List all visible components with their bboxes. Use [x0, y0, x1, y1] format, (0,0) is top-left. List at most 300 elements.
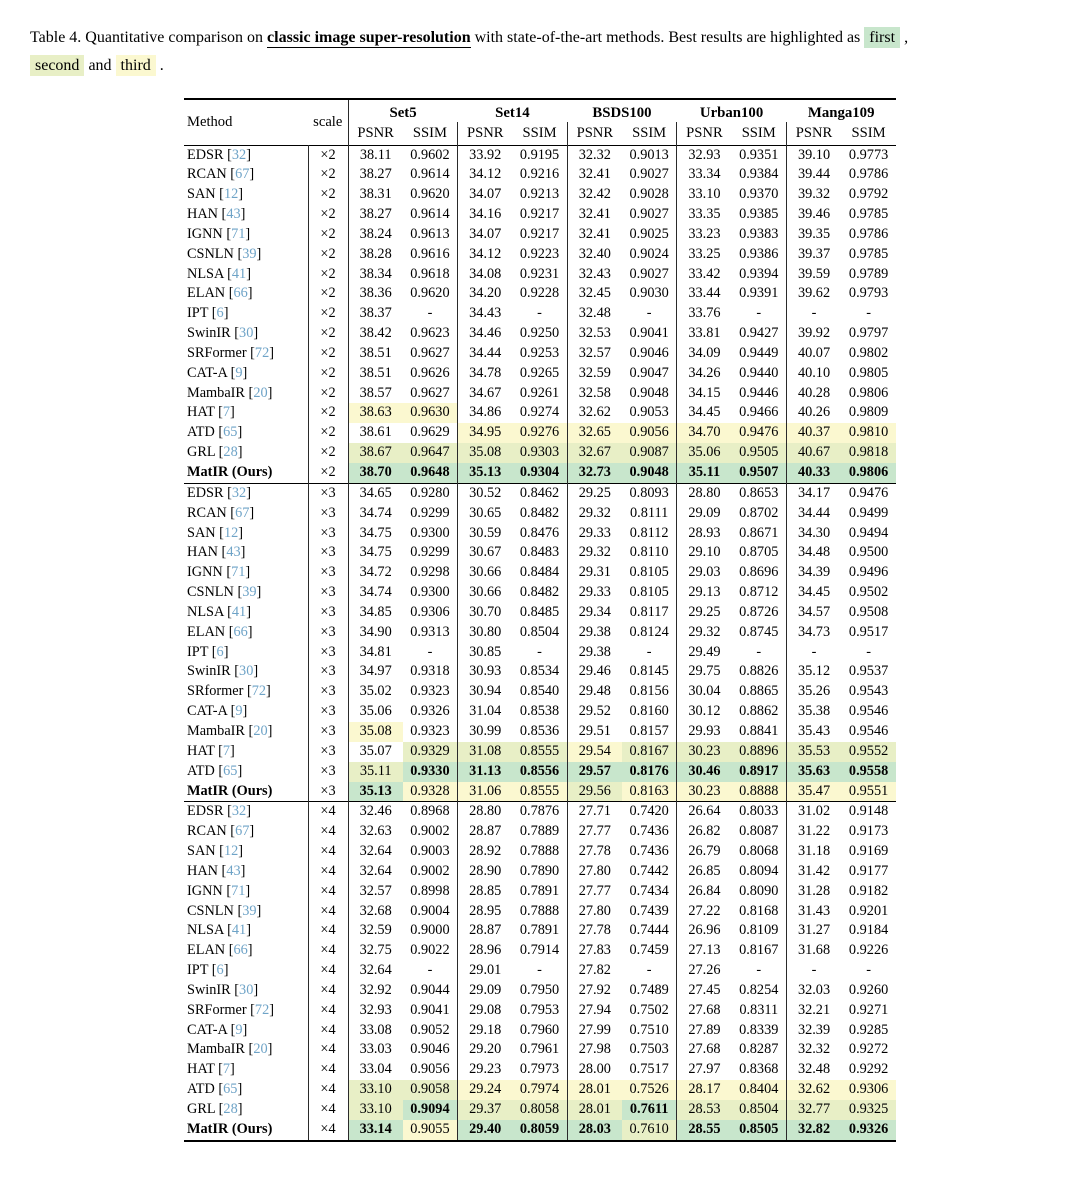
ssim-value: 0.9806 [841, 463, 896, 483]
psnr-value: 39.62 [786, 284, 841, 304]
ssim-value: 0.8311 [739, 1001, 779, 1018]
ssim-value: 0.7503 [629, 1041, 669, 1058]
psnr-value: 29.23 [458, 1060, 513, 1080]
ssim-value: 0.8705 [739, 544, 779, 561]
psnr-value: 34.45 [677, 403, 732, 423]
ssim-value: 0.9792 [848, 186, 889, 203]
ssim-value: 0.9280 [410, 484, 450, 501]
ssim-value: 0.8968 [410, 803, 450, 820]
scale-cell: ×2 [308, 225, 348, 245]
scale-cell: ×4 [308, 1040, 348, 1060]
psnr-value: 32.68 [359, 902, 392, 919]
ssim-value: 0.7489 [629, 981, 669, 998]
psnr-value: 34.20 [458, 284, 513, 304]
psnr-value: 33.10 [348, 1080, 403, 1100]
ssim-value: 0.9502 [848, 584, 889, 601]
method-cell: NLSA [41] [184, 921, 308, 941]
table-row [184, 921, 896, 941]
citation-number: 65 [223, 762, 238, 779]
psnr-value: 30.66 [458, 583, 513, 603]
col-subheader-ssim: SSIM [412, 124, 447, 141]
ssim-value: 0.9805 [848, 364, 889, 381]
results-table-container [184, 98, 896, 1142]
ssim-value: 0.8087 [739, 823, 779, 840]
table-row [184, 842, 896, 862]
table-row [184, 403, 896, 423]
scale-cell: ×2 [308, 443, 348, 463]
psnr-value: 30.94 [458, 682, 513, 702]
scale-cell: ×2 [308, 403, 348, 423]
ssim-value: 0.7914 [519, 942, 560, 959]
ssim-value: 0.8726 [739, 603, 779, 620]
table-row [184, 1060, 896, 1080]
psnr-value: 30.67 [458, 543, 513, 563]
ssim-value: 0.9476 [732, 423, 787, 443]
ssim-value: 0.9614 [410, 206, 450, 223]
ssim-value: 0.9546 [848, 703, 889, 720]
psnr-value: 30.99 [458, 722, 513, 742]
scale-cell: ×3 [308, 524, 348, 544]
ssim-value: 0.9053 [629, 404, 669, 421]
psnr-value: 32.41 [567, 205, 622, 225]
ssim-value: 0.9394 [739, 265, 779, 282]
psnr-value: 35.06 [677, 443, 732, 463]
citation-number: 67 [235, 823, 250, 840]
method-cell: RCAN [67] [184, 822, 308, 842]
psnr-value: 29.31 [567, 563, 622, 583]
ssim-value: 0.9508 [848, 603, 889, 620]
ssim-value: 0.7890 [519, 862, 560, 879]
citation-number: 39 [242, 902, 257, 919]
ssim-value: 0.8476 [519, 524, 560, 541]
method-cell: GRL [28] [184, 443, 308, 463]
citation-number: 65 [223, 424, 238, 441]
psnr-value: 32.40 [567, 245, 622, 265]
psnr-value: 38.57 [359, 384, 392, 401]
caption-and: and [84, 57, 116, 74]
method-cell: ATD [65] [184, 762, 308, 782]
ssim-value: 0.9323 [410, 722, 450, 739]
ssim-value: 0.9383 [739, 225, 779, 242]
ssim-value: 0.9052 [410, 1021, 450, 1038]
ssim-value: 0.9024 [629, 245, 669, 262]
method-cell: RCAN [67] [184, 165, 308, 185]
psnr-value: 27.26 [677, 961, 732, 981]
scale-cell: ×2 [308, 265, 348, 285]
ssim-value: 0.9323 [410, 683, 450, 700]
psnr-value: 32.63 [359, 823, 392, 840]
scale-cell: ×2 [308, 205, 348, 225]
table-row [184, 662, 896, 682]
ssim-value: - [866, 305, 871, 322]
caption-comma: , [900, 29, 909, 46]
method-cell: MambaIR [20] [184, 722, 308, 742]
citation-number: 20 [253, 1041, 268, 1058]
psnr-value: 27.45 [677, 981, 732, 1001]
citation-number: 41 [231, 922, 247, 939]
ssim-value: 0.9620 [410, 186, 450, 203]
ssim-value: - [427, 305, 433, 322]
psnr-value: 29.56 [567, 782, 622, 802]
method-cell: IPT [6] [184, 643, 308, 663]
citation-number: 28 [223, 1101, 238, 1117]
scale-cell: ×4 [308, 862, 348, 882]
method-cell: CAT-A [9] [184, 702, 308, 722]
caption-period: . [155, 57, 164, 74]
psnr-value: 35.11 [677, 463, 732, 483]
ssim-value: 0.9213 [519, 186, 560, 203]
table-row [184, 463, 896, 483]
ssim-value: 0.9272 [848, 1041, 889, 1058]
table-row [184, 1100, 896, 1120]
ssim-value: 0.7510 [629, 1021, 669, 1038]
psnr-value: 27.78 [567, 842, 622, 862]
psnr-value: 34.75 [359, 544, 392, 561]
citation-number: 20 [253, 722, 268, 739]
citation-number: 41 [231, 603, 247, 620]
psnr-value: 29.09 [677, 504, 732, 524]
ssim-value: 0.9616 [410, 245, 450, 262]
ssim-value: 0.9318 [410, 663, 450, 680]
citation-number: 6 [216, 962, 224, 979]
ssim-value: 0.9391 [739, 285, 779, 302]
psnr-value: 34.74 [359, 504, 392, 521]
citation-number: 67 [235, 166, 250, 183]
psnr-value: 30.52 [458, 483, 513, 503]
col-subheader-psnr: PSNR [677, 122, 732, 145]
table-row [184, 762, 896, 782]
ssim-value: 0.8167 [622, 742, 677, 762]
scale-block-2 [184, 145, 896, 483]
psnr-value: 30.65 [458, 504, 513, 524]
psnr-value: 40.07 [786, 344, 841, 364]
psnr-value: 34.95 [458, 423, 513, 443]
psnr-value: 27.80 [567, 902, 622, 922]
ssim-value: 0.9002 [410, 823, 450, 840]
ssim-value: 0.8540 [519, 683, 560, 700]
psnr-value: 32.64 [359, 862, 392, 879]
table-row [184, 384, 896, 404]
psnr-value: 34.85 [359, 603, 392, 620]
scale-cell: ×2 [308, 344, 348, 364]
psnr-value: 34.45 [786, 583, 841, 603]
psnr-value: 31.43 [786, 902, 841, 922]
citation-number: 72 [254, 1001, 270, 1018]
ssim-value: 0.9087 [622, 443, 677, 463]
psnr-value: 30.23 [677, 782, 732, 802]
ssim-value: 0.9552 [841, 742, 896, 762]
citation-number: 32 [231, 146, 247, 163]
scale-cell: ×4 [308, 961, 348, 981]
ssim-value: 0.9802 [848, 344, 889, 361]
ssim-value: 0.8896 [732, 742, 787, 762]
ssim-value: 0.8998 [410, 882, 450, 899]
ssim-value: 0.9013 [629, 146, 669, 163]
ssim-value: 0.8483 [519, 544, 560, 561]
psnr-value: 27.82 [567, 961, 622, 981]
table-row [184, 1120, 896, 1141]
psnr-value: 40.26 [786, 403, 841, 423]
psnr-value: 28.96 [458, 941, 513, 961]
psnr-value: 31.02 [786, 802, 841, 822]
psnr-value: 33.23 [677, 225, 732, 245]
ssim-value: 0.9466 [739, 404, 779, 421]
ssim-value: 0.8157 [629, 722, 669, 739]
ssim-value: 0.9028 [629, 186, 669, 203]
scale-cell: ×4 [308, 1021, 348, 1041]
method-cell: HAT [7] [184, 403, 308, 423]
ssim-value: 0.9326 [841, 1120, 896, 1141]
legend-second-chip: second [30, 55, 84, 76]
psnr-value: 29.18 [458, 1021, 513, 1041]
scale-cell: ×2 [308, 185, 348, 205]
col-subheader-psnr: PSNR [458, 122, 513, 145]
ssim-value: 0.9449 [739, 344, 779, 361]
method-cell: ELAN [66] [184, 941, 308, 961]
scale-cell: ×2 [308, 364, 348, 384]
psnr-value: 35.12 [786, 662, 841, 682]
psnr-value: 38.34 [359, 265, 392, 282]
ssim-value: 0.8484 [519, 564, 560, 581]
ssim-value: 0.9276 [512, 423, 567, 443]
psnr-value: - [786, 304, 841, 324]
ssim-value: 0.7434 [629, 882, 669, 899]
psnr-value: 27.71 [567, 802, 622, 822]
ssim-value: 0.9182 [848, 882, 889, 899]
psnr-value: 32.41 [567, 225, 622, 245]
ssim-value: 0.8368 [739, 1061, 779, 1078]
ssim-value: 0.9627 [410, 344, 450, 361]
psnr-value: 32.53 [567, 324, 622, 344]
scale-cell: ×4 [308, 842, 348, 862]
citation-number: 43 [226, 862, 241, 879]
ssim-value: - [646, 305, 652, 322]
psnr-value: 29.40 [458, 1120, 513, 1141]
table-row [184, 524, 896, 544]
method-cell: MatIR (Ours) [184, 463, 308, 483]
scale-cell: ×3 [308, 603, 348, 623]
ssim-value: 0.8339 [739, 1021, 779, 1038]
ssim-value: 0.9809 [848, 404, 889, 421]
ssim-value: 0.9786 [848, 225, 889, 242]
psnr-value: 35.43 [786, 722, 841, 742]
psnr-value: 30.93 [458, 662, 513, 682]
scale-block-3 [184, 483, 896, 802]
psnr-value: 34.74 [359, 584, 392, 601]
ssim-value: 0.9385 [739, 206, 779, 223]
psnr-value: 29.33 [567, 583, 622, 603]
scale-cell: ×2 [308, 284, 348, 304]
ssim-value: 0.9271 [848, 1001, 889, 1018]
psnr-value: 39.46 [786, 205, 841, 225]
ssim-value: 0.9558 [841, 762, 896, 782]
citation-number: 9 [235, 1021, 243, 1038]
table-row [184, 822, 896, 842]
psnr-value: 27.89 [677, 1021, 732, 1041]
method-cell: IPT [6] [184, 961, 308, 981]
table-row [184, 742, 896, 762]
ssim-value: 0.9274 [519, 404, 560, 421]
ssim-value: 0.9046 [410, 1041, 450, 1058]
scale-cell: ×3 [308, 722, 348, 742]
scale-cell: ×2 [308, 165, 348, 185]
method-cell: SwinIR [30] [184, 662, 308, 682]
psnr-value: 29.09 [458, 981, 513, 1001]
ssim-value: 0.8156 [629, 683, 669, 700]
col-subheader-psnr: PSNR [786, 122, 841, 145]
ssim-value: 0.9056 [410, 1061, 450, 1078]
ssim-value: - [646, 962, 652, 979]
psnr-value: 26.85 [677, 862, 732, 882]
psnr-value: 28.55 [677, 1120, 732, 1141]
table-row [184, 443, 896, 463]
ssim-value: 0.9785 [848, 245, 889, 262]
citation-number: 12 [223, 843, 239, 860]
method-cell: ELAN [66] [184, 623, 308, 643]
ssim-value: 0.9303 [512, 443, 567, 463]
ssim-value: 0.9627 [410, 384, 450, 401]
ssim-value: 0.9030 [629, 285, 669, 302]
psnr-value: 32.82 [786, 1120, 841, 1141]
citation-number: 39 [242, 584, 257, 601]
ssim-value: 0.8117 [629, 603, 669, 620]
ssim-value: 0.9292 [848, 1061, 889, 1078]
ssim-value: 0.9285 [848, 1021, 889, 1038]
col-subheader-psnr: PSNR [357, 124, 394, 141]
scale-cell: ×4 [308, 902, 348, 922]
psnr-value: 40.28 [786, 384, 841, 404]
table-caption [30, 24, 1052, 80]
psnr-value: 33.76 [677, 304, 732, 324]
method-cell: HAN [43] [184, 205, 308, 225]
ssim-value: 0.9216 [519, 166, 560, 183]
citation-number: 30 [239, 325, 254, 342]
psnr-value: 29.54 [567, 742, 622, 762]
ssim-value: 0.9304 [512, 463, 567, 483]
psnr-value: 28.53 [677, 1100, 732, 1120]
ssim-value: 0.9613 [410, 225, 450, 242]
table-row [184, 304, 896, 324]
psnr-value: 35.38 [786, 702, 841, 722]
scale-cell: ×3 [308, 702, 348, 722]
psnr-value: 38.63 [348, 403, 403, 423]
ssim-value: 0.8712 [739, 584, 779, 601]
scale-cell: ×4 [308, 1100, 348, 1120]
ssim-value: 0.9173 [848, 823, 889, 840]
ssim-value: - [866, 962, 871, 979]
psnr-value: 29.13 [677, 583, 732, 603]
col-subheader-ssim: SSIM [522, 124, 557, 141]
psnr-value: 34.43 [458, 304, 513, 324]
psnr-value: 28.87 [458, 921, 513, 941]
table-row [184, 165, 896, 185]
method-cell: ATD [65] [184, 1080, 308, 1100]
method-cell: HAT [7] [184, 742, 308, 762]
psnr-value: - [786, 961, 841, 981]
method-cell: SRFormer [72] [184, 1001, 308, 1021]
psnr-value: 29.38 [567, 643, 622, 663]
psnr-value: 29.08 [458, 1001, 513, 1021]
psnr-value: 29.46 [567, 662, 622, 682]
psnr-value: 39.10 [786, 145, 841, 165]
psnr-value: 32.41 [567, 165, 622, 185]
scale-cell: ×3 [308, 483, 348, 503]
psnr-value: 35.02 [359, 683, 392, 700]
psnr-value: 28.85 [458, 882, 513, 902]
psnr-value: 38.67 [348, 443, 403, 463]
psnr-value: 31.42 [786, 862, 841, 882]
method-cell: CSNLN [39] [184, 245, 308, 265]
psnr-value: 32.93 [677, 145, 732, 165]
scale-cell: ×4 [308, 882, 348, 902]
psnr-value: 34.78 [458, 364, 513, 384]
ssim-value: 0.7420 [629, 803, 669, 820]
ssim-value: 0.9614 [410, 166, 450, 183]
scale-block-4 [184, 802, 896, 1141]
ssim-value: 0.8702 [739, 504, 779, 521]
table-row [184, 483, 896, 503]
ssim-value: 0.9494 [848, 524, 889, 541]
scale-cell: ×4 [308, 802, 348, 822]
ssim-value: 0.9300 [410, 524, 450, 541]
psnr-value: 32.73 [567, 463, 622, 483]
psnr-value: 32.92 [359, 981, 392, 998]
ssim-value: 0.8404 [732, 1080, 787, 1100]
table-row [184, 284, 896, 304]
ssim-value: 0.8105 [629, 584, 669, 601]
ssim-value: 0.9384 [739, 166, 779, 183]
ssim-value: 0.8862 [739, 703, 779, 720]
table-row [184, 702, 896, 722]
ssim-value: 0.9223 [519, 245, 560, 262]
ssim-value: 0.9261 [519, 384, 560, 401]
ssim-value: 0.9797 [848, 325, 889, 342]
psnr-value: 34.72 [359, 564, 392, 581]
psnr-value: 38.28 [359, 245, 392, 262]
psnr-value: 40.33 [786, 463, 841, 483]
ssim-value: 0.9773 [848, 146, 889, 163]
psnr-value: 34.90 [359, 623, 392, 640]
psnr-value: 29.75 [677, 662, 732, 682]
psnr-value: 35.13 [458, 463, 513, 483]
ssim-value: 0.8111 [630, 504, 669, 521]
ssim-value: 0.9298 [410, 564, 450, 581]
ssim-value: 0.9476 [848, 484, 889, 501]
results-table [184, 98, 896, 1142]
scale-cell: ×3 [308, 623, 348, 643]
ssim-value: 0.8090 [739, 882, 779, 899]
psnr-value: 34.26 [677, 364, 732, 384]
psnr-value: 35.08 [348, 722, 403, 742]
psnr-value: 30.04 [677, 682, 732, 702]
psnr-value: 33.92 [458, 145, 513, 165]
ssim-value: 0.9351 [739, 146, 779, 163]
scale-cell: ×3 [308, 583, 348, 603]
citation-number: 20 [253, 384, 268, 401]
ssim-value: 0.9044 [410, 981, 450, 998]
psnr-value: 29.52 [567, 702, 622, 722]
method-cell: SwinIR [30] [184, 324, 308, 344]
psnr-value: 29.20 [458, 1040, 513, 1060]
ssim-value: 0.8068 [739, 843, 779, 860]
method-cell: ELAN [66] [184, 284, 308, 304]
citation-number: 30 [239, 981, 254, 998]
ssim-value: 0.9328 [403, 782, 458, 802]
psnr-value: 29.49 [677, 643, 732, 663]
scale-cell: ×2 [308, 304, 348, 324]
psnr-value: 39.32 [786, 185, 841, 205]
ssim-value: 0.9818 [841, 443, 896, 463]
